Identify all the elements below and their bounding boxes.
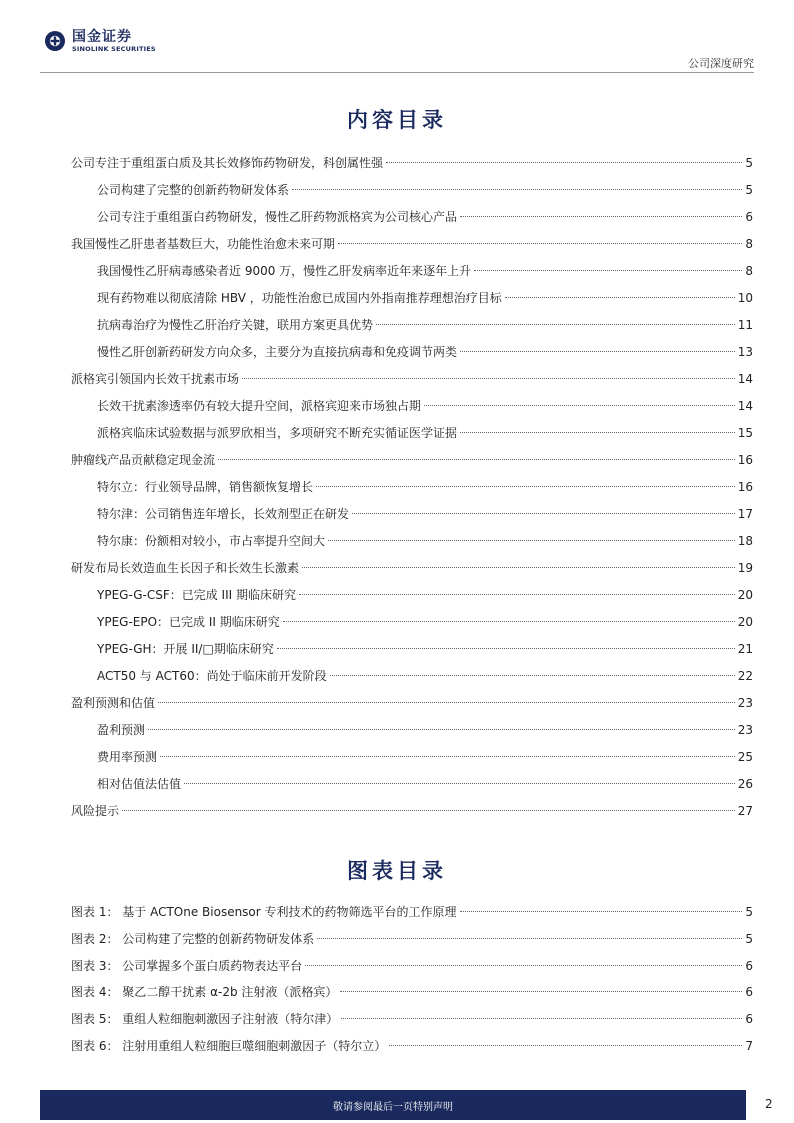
- dot-leader: [340, 991, 742, 992]
- toc-entry-title: YPEG-G-CSF：已完成 III 期临床研究: [97, 588, 296, 602]
- toc-entry-title: 派格宾临床试验数据与派罗欣相当，多项研究不断充实循证医学证据: [97, 426, 458, 440]
- toc-entry-title: 特尔津：公司销售连年增长，长效剂型正在研发: [97, 507, 350, 521]
- toc-entry-page: 17: [737, 507, 753, 521]
- toc-entry-title: YPEG-EPO：已完成 II 期临床研究: [97, 615, 280, 629]
- toc-entry-page: 22: [737, 669, 753, 683]
- table-of-contents: [71, 150, 753, 825]
- toc-entry-title: 费用率预测: [97, 750, 158, 764]
- toc-entry-title: 盈利预测和估值: [71, 696, 156, 710]
- toc-entry-title: 慢性乙肝创新药研发方向众多，主要分为直接抗病毒和免疫调节两类: [97, 345, 458, 359]
- toc-entry[interactable]: [71, 636, 753, 663]
- figure-entry[interactable]: [71, 899, 753, 926]
- toc-entry-page: 10: [737, 291, 753, 305]
- toc-entry-title: 盈利预测: [97, 723, 146, 737]
- toc-entry[interactable]: [71, 582, 753, 609]
- page-footer: [40, 1090, 746, 1120]
- dot-leader: [302, 567, 735, 568]
- figure-entry[interactable]: [71, 926, 753, 953]
- toc-entry-page: 5: [745, 183, 753, 197]
- toc-entry-title: 长效干扰素渗透率仍有较大提升空间，派格宾迎来市场独占期: [97, 399, 422, 413]
- brand-name-cn: 国金证券: [72, 29, 132, 45]
- dot-leader: [277, 648, 735, 649]
- toc-entry[interactable]: [71, 609, 753, 636]
- dot-leader: [376, 324, 735, 325]
- page-header: [0, 0, 794, 76]
- toc-entry-page: 13: [737, 345, 753, 359]
- dot-leader: [292, 189, 742, 190]
- toc-entry-page: 6: [745, 210, 753, 224]
- toc-entry[interactable]: [71, 555, 753, 582]
- dot-leader: [389, 1045, 742, 1046]
- toc-entry-page: 19: [737, 561, 753, 575]
- page-number: 2: [765, 1097, 773, 1111]
- toc-entry[interactable]: [71, 312, 753, 339]
- toc-entry-page: 25: [737, 750, 753, 764]
- toc-entry[interactable]: [71, 177, 753, 204]
- figure-entry-page: 6: [745, 958, 753, 973]
- dot-leader: [218, 459, 735, 460]
- toc-entry[interactable]: [71, 663, 753, 690]
- footer-disclaimer: 敬请参阅最后一页特别声明: [333, 1102, 453, 1113]
- toc-entry-title: 现有药物难以彻底清除 HBV ，功能性治愈已成国内外指南推荐理想治疗目标: [97, 291, 502, 305]
- toc-entry-page: 20: [737, 615, 753, 629]
- figure-entry-page: 7: [745, 1038, 753, 1053]
- dot-leader: [122, 810, 735, 811]
- toc-entry[interactable]: [71, 447, 753, 474]
- toc-entry-title: 我国慢性乙肝病毒感染者近 9000 万，慢性乙肝发病率近年来逐年上升: [97, 264, 472, 278]
- dot-leader: [386, 162, 742, 163]
- toc-entry-page: 8: [745, 237, 753, 251]
- figure-entry-title: 图表 4： 聚乙二醇干扰素 α-2b 注射液（派格宾）: [71, 985, 338, 1000]
- toc-entry-page: 14: [737, 399, 753, 413]
- toc-entry-page: 26: [737, 777, 753, 791]
- dot-leader: [160, 756, 735, 757]
- brand-name-en: SINOLINK SECURITIES: [72, 45, 156, 53]
- toc-entry-title: 特尔康：份额相对较小，市占率提升空间大: [97, 534, 326, 548]
- toc-entry-title: 抗病毒治疗为慢性乙肝治疗关键，联用方案更具优势: [97, 318, 374, 332]
- toc-entry[interactable]: [71, 420, 753, 447]
- toc-entry[interactable]: [71, 150, 753, 177]
- toc-entry-title: 公司专注于重组蛋白质及其长效修饰药物研发，科创属性强: [71, 156, 384, 170]
- dot-leader: [338, 243, 742, 244]
- toc-entry-title: 肿瘤线产品贡献稳定现金流: [71, 453, 216, 467]
- figure-entry[interactable]: [71, 1006, 753, 1033]
- dot-leader: [460, 432, 735, 433]
- dot-leader: [352, 513, 735, 514]
- toc-entry[interactable]: [71, 366, 753, 393]
- figure-entry-title: 图表 3： 公司掌握多个蛋白质药物表达平台: [71, 958, 303, 973]
- toc-entry[interactable]: [71, 231, 753, 258]
- toc-entry[interactable]: [71, 393, 753, 420]
- list-of-figures: [71, 899, 753, 1060]
- toc-entry-page: 16: [737, 480, 753, 494]
- toc-entry[interactable]: [71, 204, 753, 231]
- dot-leader: [316, 486, 735, 487]
- toc-entry-title: 风险提示: [71, 804, 120, 818]
- dot-leader: [317, 938, 742, 939]
- figure-entry-page: 6: [745, 1012, 753, 1027]
- toc-entry-page: 15: [737, 426, 753, 440]
- dot-leader: [460, 216, 742, 217]
- toc-entry[interactable]: [71, 501, 753, 528]
- dot-leader: [424, 405, 735, 406]
- toc-entry[interactable]: [71, 771, 753, 798]
- toc-entry-title: 研发布局长效造血生长因子和长效生长激素: [71, 561, 300, 575]
- toc-entry[interactable]: [71, 474, 753, 501]
- toc-entry-page: 5: [745, 156, 753, 170]
- toc-entry[interactable]: [71, 798, 753, 825]
- toc-entry-title: 派格宾引领国内长效干扰素市场: [71, 372, 240, 386]
- dot-leader: [299, 594, 735, 595]
- toc-title: 内容目录: [347, 107, 447, 132]
- dot-leader: [184, 783, 735, 784]
- figure-entry[interactable]: [71, 953, 753, 980]
- figure-entry-title: 图表 5： 重组人粒细胞刺激因子注射液（特尔津）: [71, 1012, 339, 1027]
- dot-leader: [283, 621, 735, 622]
- toc-entry-page: 11: [737, 318, 753, 332]
- dot-leader: [474, 270, 742, 271]
- dot-leader: [242, 378, 735, 379]
- dot-leader: [328, 540, 735, 541]
- toc-entry[interactable]: [71, 717, 753, 744]
- figures-title: 图表目录: [347, 858, 447, 883]
- dot-leader: [305, 965, 742, 966]
- toc-entry-title: ACT50 与 ACT60：尚处于临床前开发阶段: [97, 669, 327, 683]
- toc-entry-page: 23: [737, 723, 753, 737]
- toc-entry-title: 相对估值法估值: [97, 777, 182, 791]
- dot-leader: [505, 297, 735, 298]
- figure-entry-title: 图表 6： 注射用重组人粒细胞巨噬细胞刺激因子（特尔立）: [71, 1038, 387, 1053]
- toc-entry[interactable]: [71, 285, 753, 312]
- toc-entry-title: 我国慢性乙肝患者基数巨大，功能性治愈未来可期: [71, 237, 336, 251]
- figure-entry-page: 6: [745, 985, 753, 1000]
- dot-leader: [460, 911, 743, 912]
- toc-entry-page: 8: [745, 264, 753, 278]
- toc-entry-page: 27: [737, 804, 753, 818]
- toc-entry[interactable]: [71, 339, 753, 366]
- toc-entry-page: 14: [737, 372, 753, 386]
- toc-entry-page: 18: [737, 534, 753, 548]
- sinolink-logo-icon: [44, 30, 66, 52]
- header-divider: [40, 72, 754, 73]
- toc-entry-page: 16: [737, 453, 753, 467]
- toc-entry[interactable]: [71, 528, 753, 555]
- dot-leader: [460, 351, 735, 352]
- figure-entry[interactable]: [71, 1033, 753, 1060]
- toc-entry-title: 公司专注于重组蛋白药物研发，慢性乙肝药物派格宾为公司核心产品: [97, 210, 458, 224]
- figure-entry[interactable]: [71, 979, 753, 1006]
- figure-entry-title: 图表 1： 基于 ACTOne Biosensor 专利技术的药物筛选平台的工作原理: [71, 905, 457, 919]
- figure-entry-page: 5: [745, 931, 753, 946]
- toc-entry-title: 公司构建了完整的创新药物研发体系: [97, 183, 290, 197]
- report-type-label: 公司深度研究: [688, 57, 754, 70]
- figure-entry-title: 图表 2： 公司构建了完整的创新药物研发体系: [71, 931, 315, 946]
- toc-entry-page: 21: [737, 642, 753, 656]
- brand-logo: [44, 30, 156, 53]
- toc-entry[interactable]: [71, 258, 753, 285]
- figure-entry-page: 5: [745, 905, 753, 919]
- dot-leader: [341, 1018, 742, 1019]
- toc-entry-title: 特尔立：行业领导品牌，销售额恢复增长: [97, 480, 314, 494]
- dot-leader: [158, 702, 735, 703]
- toc-entry-page: 23: [737, 696, 753, 710]
- dot-leader: [330, 675, 735, 676]
- toc-entry-page: 20: [737, 588, 753, 602]
- toc-entry-title: YPEG-GH：开展 II/□期临床研究: [97, 642, 274, 656]
- dot-leader: [148, 729, 735, 730]
- toc-entry[interactable]: [71, 744, 753, 771]
- toc-entry[interactable]: [71, 690, 753, 717]
